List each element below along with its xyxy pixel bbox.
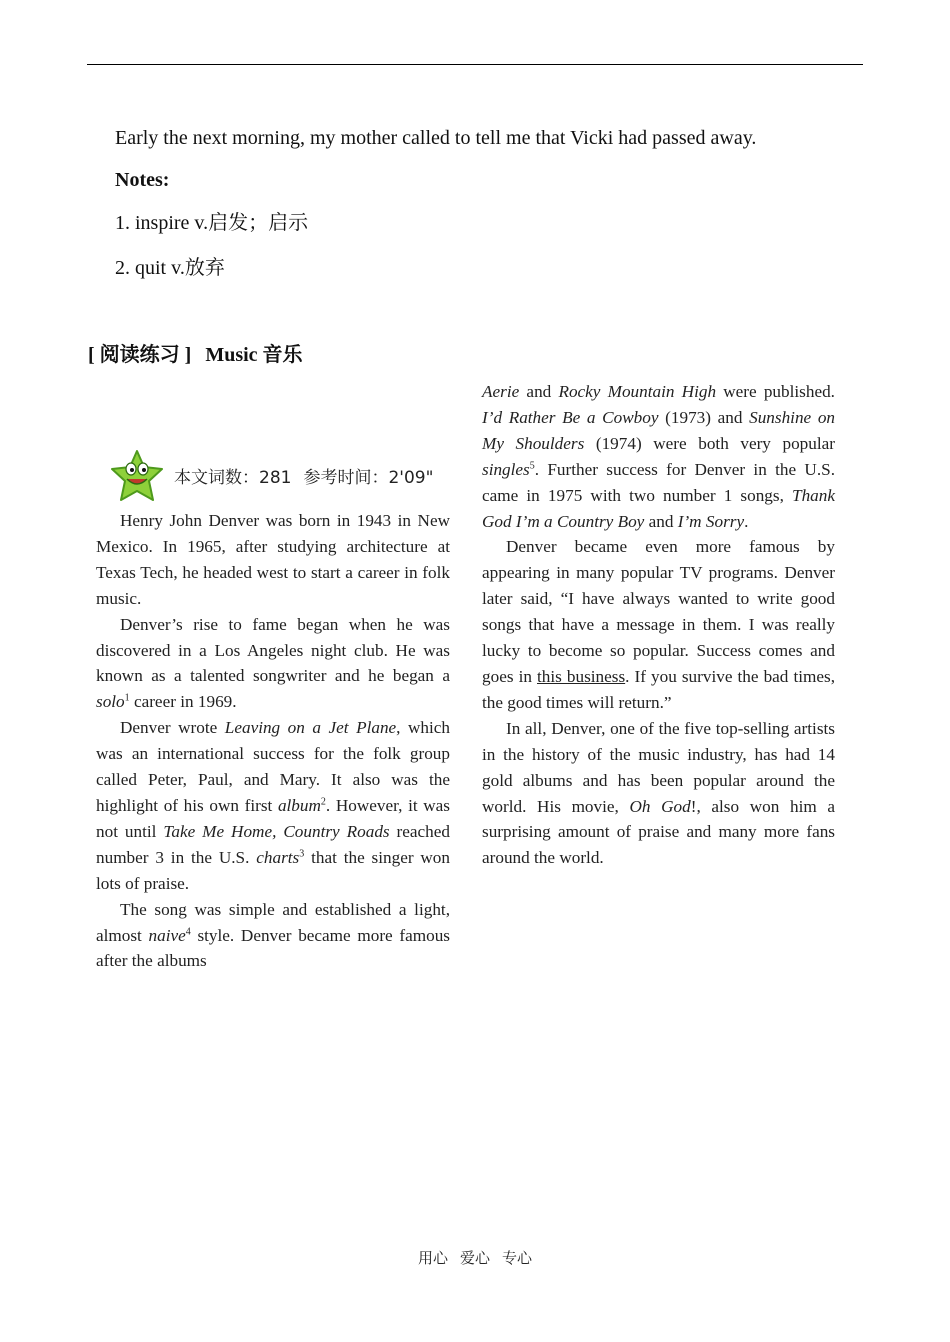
movie-title: Oh God [629, 796, 691, 816]
reference-time: 参考时间：2'09" [303, 468, 434, 488]
article-paragraph-4-continued: Aerie and Rocky Mountain High were published. I’d Rather Be a Cowboy (1973) and Sunshine on My Shoulders (1974) were both very popular singles$^5$. Further success for Denver in the U.S. came in 1975 with two number 1 songs, Thank God I’m a Country Boy and I’m Sorry. [482, 382, 836, 531]
article-paragraph-5: Denver became even more famous by appearing in many popular TV programs. Denver later said, “I have always wanted to write good songs that have a message in them. I was really lucky to become so popular. Success comes and goes in this business. If you survive the bad times, the good times will return.” [482, 537, 835, 712]
album-title: Rocky Mountain High [558, 382, 717, 401]
article-column-left [96, 508, 450, 974]
note-item-quit: 2. quit v.放弃 [115, 257, 225, 279]
footer-item: 专心 [502, 1251, 533, 1267]
article-paragraph-4-start: The song was simple and established a light, almost naive$^4$ style. Denver became more famous after the albums [96, 899, 450, 971]
article-paragraph-1: Henry John Denver was born in 1943 in New Mexico. In 1965, after studying architecture at Texas Tech, he headed west to start a career in folk music. [96, 511, 450, 608]
article-paragraph-6: In all, Denver, one of the five top-selling artists in the history of the music industry, has had 14 gold albums and has been popular around the world. His movie, Oh God!, also won him a surprising amount of praise and many more fans around the world. [482, 718, 835, 868]
glossed-word-album: album [277, 795, 321, 815]
glossed-word-singles: singles [482, 459, 530, 479]
glossed-word-charts: charts [256, 847, 300, 867]
underlined-phrase: this business [537, 666, 626, 686]
page-footer [0, 1247, 950, 1268]
song-title: I’d Rather Be a Cowboy [482, 407, 659, 427]
note-item-inspire: 1. inspire v.启发；启示 [115, 212, 309, 234]
article-column-right [482, 379, 835, 871]
notes-heading: Notes: [115, 169, 170, 191]
song-title: Take Me Home, Country Roads [163, 821, 390, 841]
footer-item: 用心 [417, 1251, 448, 1267]
header-rule [87, 64, 863, 65]
footer-item: 爱心 [459, 1251, 490, 1267]
glossed-word-naive: naive [148, 925, 186, 945]
section-title-text: Music 音乐 [205, 344, 303, 366]
section-bracket-label: [ 阅读练习 ] [88, 344, 192, 366]
article-paragraph-3: Denver wrote Leaving on a Jet Plane, which was an international success for the folk group called Peter, Paul, and Mary. It also was the highlight of his own first album$^2$. However, it was not until Take Me Home, Country Roads reached number 3 in the U.S. charts$^3$ that the singer won lots of praise. [96, 718, 451, 893]
glossed-word-solo: solo [96, 692, 125, 712]
section-title [88, 338, 303, 367]
smiling-star-icon [108, 449, 166, 503]
song-title: Sunshine on My Shoulders [482, 407, 836, 453]
article-paragraph-2: Denver’s rise to fame began when he was discovered in a Los Angeles night club. He was known as a talented songwriter and he began a solo$^1$ career in 1969. [96, 614, 450, 712]
album-title: Aerie [482, 382, 520, 401]
word-count: 本文词数：281 [174, 468, 292, 488]
song-title: Leaving on a Jet Plane [224, 718, 397, 738]
song-title: Thank God I’m a Country Boy [482, 485, 835, 531]
story-final-sentence: Early the next morning, my mother called to tell me that Vicki had passed away. [115, 127, 757, 149]
song-title: I’m Sorry [677, 511, 745, 531]
